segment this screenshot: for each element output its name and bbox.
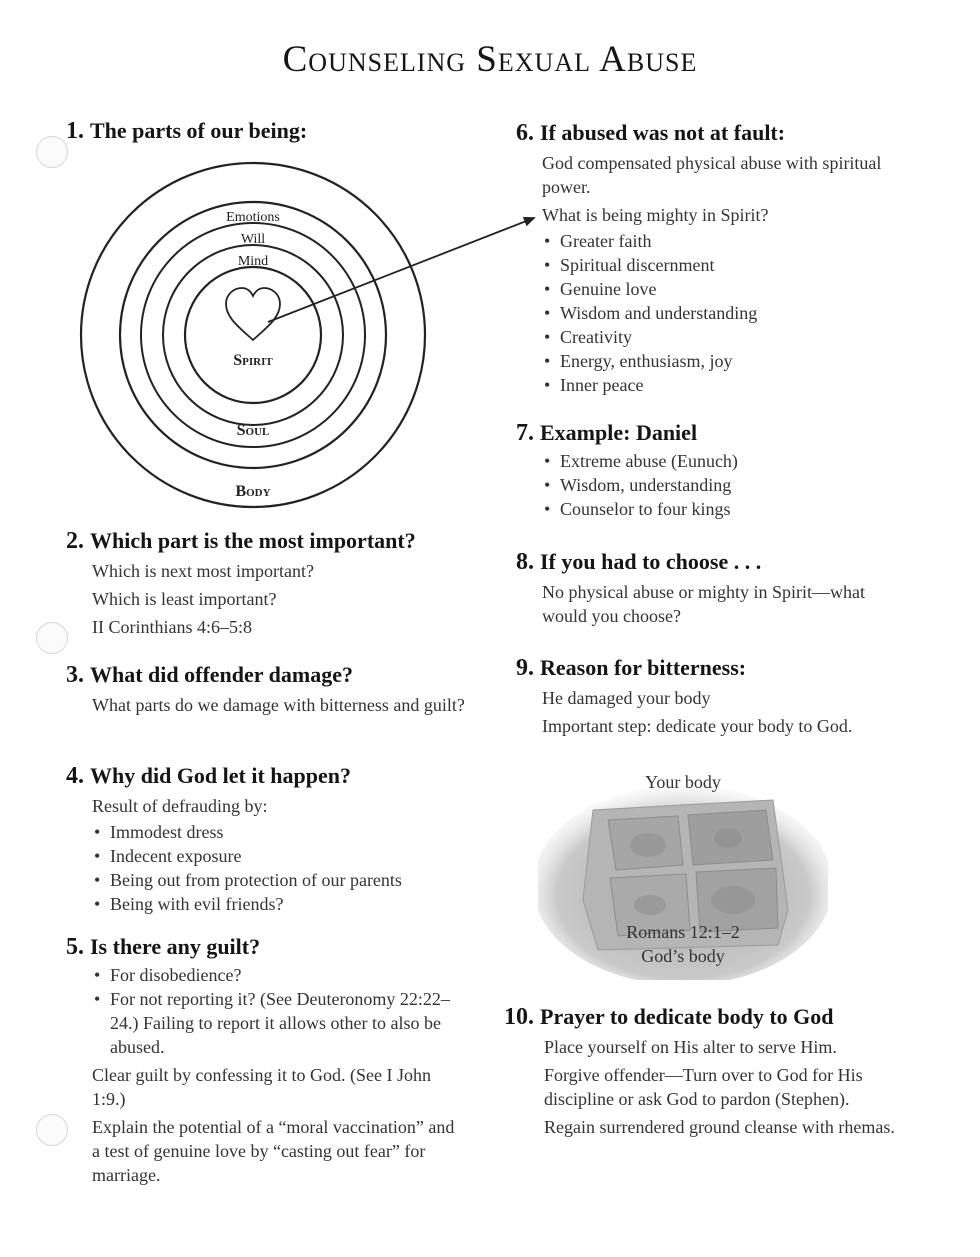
section-1 bbox=[66, 118, 307, 145]
altar-reference-label: Romans 12:1–2 bbox=[626, 922, 740, 942]
section-5-line: Explain the potential of a “moral vaccination” and a test of genuine love by “casting out fear” for marriage. bbox=[92, 1117, 455, 1185]
section-5-body bbox=[92, 963, 462, 1187]
section-8 bbox=[516, 549, 936, 628]
section-6-number: 6. bbox=[516, 120, 534, 146]
section-1-number: 1. bbox=[66, 118, 84, 144]
section-7-number: 7. bbox=[516, 420, 534, 446]
list-item: • Being out from protection of our parents bbox=[92, 868, 476, 892]
section-1-title: The parts of our being: bbox=[90, 118, 308, 143]
punch-hole-middle bbox=[36, 622, 68, 654]
body-label: Body bbox=[235, 483, 271, 500]
list-item: • Greater faith bbox=[542, 229, 892, 253]
list-item: • For disobedience? bbox=[92, 963, 462, 987]
section-8-heading bbox=[516, 549, 936, 576]
section-10-heading bbox=[504, 1004, 944, 1031]
section-2-title: Which part is the most important? bbox=[90, 528, 416, 553]
list-item: • Extreme abuse (Eunuch) bbox=[542, 449, 936, 473]
section-7 bbox=[516, 420, 936, 521]
section-2 bbox=[66, 528, 466, 639]
section-6-list bbox=[542, 229, 892, 397]
list-item: • Being with evil friends? bbox=[92, 892, 476, 916]
spirit-arrow bbox=[268, 218, 534, 322]
list-item: • Genuine love bbox=[542, 277, 892, 301]
section-7-title: Example: Daniel bbox=[540, 420, 698, 445]
section-4-number: 4. bbox=[66, 763, 84, 789]
section-3-line: What parts do we damage with bitterness and guilt? bbox=[92, 695, 465, 715]
section-3-number: 3. bbox=[66, 662, 84, 688]
section-2-body bbox=[92, 559, 466, 639]
section-8-line: No physical abuse or mighty in Spirit—what would you choose? bbox=[542, 582, 865, 626]
section-7-heading bbox=[516, 420, 936, 447]
section-5-number: 5. bbox=[66, 934, 84, 960]
spirit-label: Spirit bbox=[233, 352, 273, 369]
section-10-line: Regain surrendered ground cleanse with rhemas. bbox=[544, 1117, 895, 1137]
punch-hole-top bbox=[36, 136, 68, 168]
section-4-title: Why did God let it happen? bbox=[90, 763, 352, 788]
section-3-title: What did offender damage? bbox=[90, 662, 353, 687]
section-4 bbox=[66, 763, 476, 916]
section-2-line: Which is next most important? bbox=[92, 561, 314, 581]
altar-illustration bbox=[538, 770, 828, 980]
section-3-heading bbox=[66, 662, 466, 689]
section-6-line: What is being mighty in Spirit? bbox=[542, 205, 769, 225]
mind-label: Mind bbox=[237, 254, 269, 269]
section-9-line: He damaged your body bbox=[542, 688, 711, 708]
section-5-title: Is there any guilt? bbox=[90, 934, 261, 959]
section-9-heading bbox=[516, 655, 956, 682]
section-7-body bbox=[542, 449, 936, 521]
section-5 bbox=[66, 934, 476, 1187]
list-item: • For not reporting it? (See Deuteronomy 22:22–24.) Failing to report it allows other to also be abused. bbox=[92, 987, 462, 1059]
section-1-heading bbox=[66, 118, 307, 145]
section-9-title: Reason for bitterness: bbox=[540, 655, 747, 680]
section-6-line: God compensated physical abuse with spiritual power. bbox=[542, 153, 882, 197]
section-10-body bbox=[544, 1035, 904, 1139]
section-5-list bbox=[92, 963, 462, 1059]
mind-ring bbox=[185, 267, 321, 403]
section-10-line: Place yourself on His alter to serve Him. bbox=[544, 1037, 837, 1057]
section-10-number: 10. bbox=[504, 1004, 534, 1030]
list-item: • Counselor to four kings bbox=[542, 497, 936, 521]
section-3-body bbox=[92, 693, 466, 717]
being-diagram bbox=[70, 158, 540, 518]
list-item: • Energy, enthusiasm, joy bbox=[542, 349, 892, 373]
section-7-list bbox=[542, 449, 936, 521]
list-item: • Immodest dress bbox=[92, 820, 476, 844]
section-3 bbox=[66, 662, 466, 717]
section-8-body bbox=[542, 580, 902, 628]
section-10-line: Forgive offender—Turn over to God for His discipline or ask God to pardon (Stephen). bbox=[544, 1065, 863, 1109]
section-2-heading bbox=[66, 528, 466, 555]
section-6-title: If abused was not at fault: bbox=[540, 120, 786, 145]
section-4-heading bbox=[66, 763, 476, 790]
section-6-heading bbox=[516, 120, 936, 147]
section-2-number: 2. bbox=[66, 528, 84, 554]
list-item: • Indecent exposure bbox=[92, 844, 476, 868]
section-10 bbox=[504, 1004, 944, 1139]
section-10-title: Prayer to dedicate body to God bbox=[540, 1004, 834, 1029]
section-4-body bbox=[92, 794, 476, 916]
section-5-heading bbox=[66, 934, 476, 961]
section-9-line: Important step: dedicate your body to God. bbox=[542, 716, 853, 736]
will-label: Will bbox=[240, 232, 266, 247]
section-8-number: 8. bbox=[516, 549, 534, 575]
section-9 bbox=[516, 655, 956, 738]
altar-bottom-label: God’s body bbox=[641, 946, 725, 966]
soul-label: Soul bbox=[236, 422, 270, 439]
will-ring bbox=[163, 245, 343, 425]
section-6-body bbox=[542, 151, 892, 397]
emotions-label: Emotions bbox=[226, 210, 280, 225]
list-item: • Spiritual discernment bbox=[542, 253, 892, 277]
section-8-title: If you had to choose . . . bbox=[540, 549, 762, 574]
section-2-line: Which is least important? bbox=[92, 589, 277, 609]
list-item: • Inner peace bbox=[542, 373, 892, 397]
punch-hole-bottom bbox=[36, 1114, 68, 1146]
section-9-number: 9. bbox=[516, 655, 534, 681]
list-item: • Creativity bbox=[542, 325, 892, 349]
list-item: • Wisdom, understanding bbox=[542, 473, 936, 497]
section-2-line: II Corinthians 4:6–5:8 bbox=[92, 617, 252, 637]
section-6 bbox=[516, 120, 936, 397]
section-9-body bbox=[542, 686, 954, 738]
page-title: Counseling Sexual Abuse bbox=[282, 39, 698, 80]
altar-top-label: Your body bbox=[645, 772, 721, 792]
section-5-line: Clear guilt by confessing it to God. (See I John 1:9.) bbox=[92, 1065, 431, 1109]
heart-icon bbox=[226, 288, 280, 340]
list-item: • Wisdom and understanding bbox=[542, 301, 892, 325]
section-4-line: Result of defrauding by: bbox=[92, 796, 268, 816]
section-4-list bbox=[92, 820, 476, 916]
